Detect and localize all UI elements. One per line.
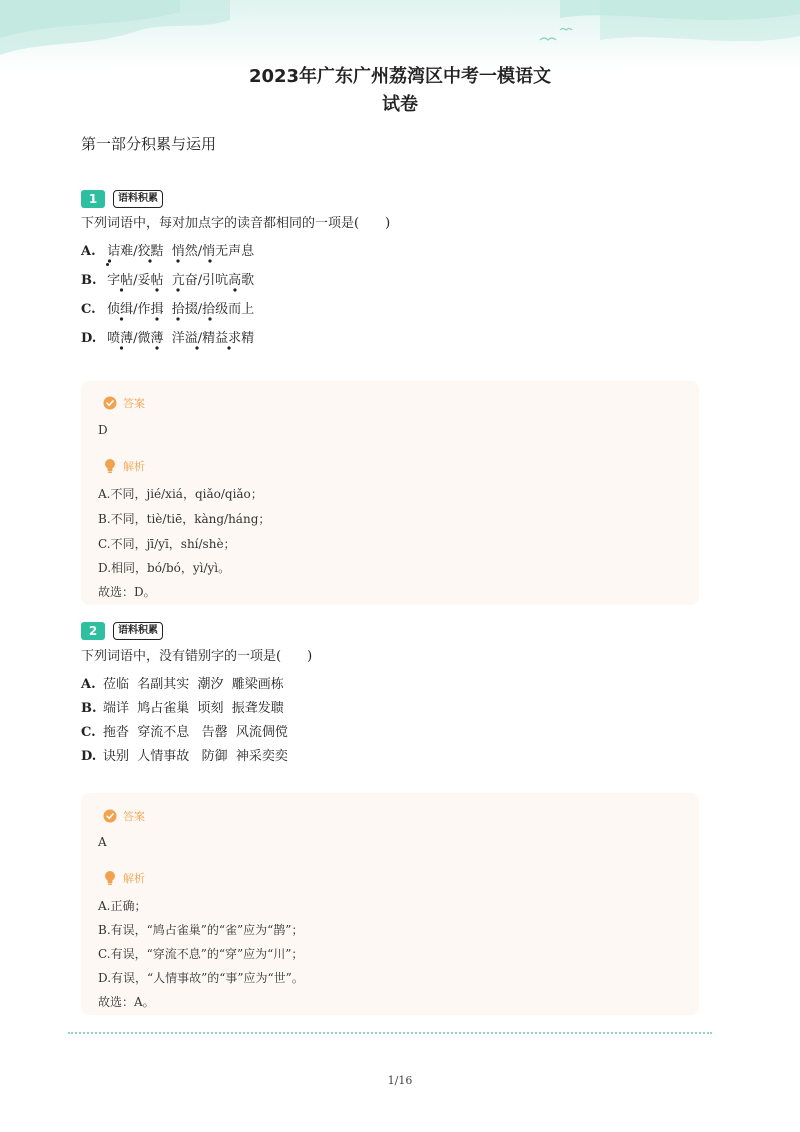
question-1-option-b: [81, 269, 254, 288]
question-1-option-a: [81, 240, 254, 259]
question-1-option-d: [81, 327, 254, 346]
analysis-line: D.相同，bó/bó，yì/yì。: [98, 561, 231, 575]
option-text: 莅临 名副其实 潮汐 雕梁画栋: [103, 677, 284, 692]
analysis-line: C.不同，jī/yī，shí/shè；: [98, 537, 236, 551]
option-letter: B.: [81, 701, 97, 716]
emphasis-dot: [120, 346, 123, 349]
lightbulb-icon: [103, 870, 117, 886]
question-1-answer-box: [81, 381, 699, 605]
section-title: 第一部分积累与运用: [81, 135, 217, 153]
answer-label: [103, 808, 145, 824]
option-word: 诘难/狡黠: [107, 244, 164, 259]
option-text: 诀别 人情事故 防御 神采奕奕: [103, 749, 288, 764]
analysis-line: B.不同，tiè/tiē，kàng/háng；: [98, 512, 271, 526]
emphasis-dot: [208, 259, 211, 262]
emphasis-dot: [155, 346, 158, 349]
option-word: 亢奋/引吭高歌: [171, 273, 255, 288]
option-letter: C.: [81, 302, 96, 317]
option-word: 洋溢/精益求精: [171, 331, 255, 346]
question-1-option-c: [81, 298, 254, 317]
question-2-stem: 下列词语中，没有错别字的一项是( ): [81, 649, 313, 664]
check-badge-icon: [103, 809, 117, 823]
question-2-option-b: [81, 697, 284, 716]
option-letter: D.: [81, 331, 97, 346]
emphasis-dot: [148, 259, 151, 262]
question-tag: 语料积累: [113, 622, 163, 640]
question-2-option-c: [81, 721, 288, 740]
emphasis-dot: [227, 346, 230, 349]
emphasis-dot: [176, 259, 179, 262]
analysis-line: D.有误，“人情事故”的“事”应为“世”。: [98, 971, 304, 985]
emphasis-dot: [155, 288, 158, 291]
option-word: 拾掇/拾级而上: [171, 302, 255, 317]
analysis-label: [103, 458, 145, 474]
footer-divider: [68, 1032, 712, 1034]
option-letter: B.: [81, 273, 97, 288]
option-text: 拖沓 穿流不息 告罄 风流倜傥: [103, 725, 288, 740]
option-word: 喷薄/微薄: [107, 331, 164, 346]
analysis-line: B.有误，“鸠占雀巢”的“雀”应为“鹊”；: [98, 923, 304, 937]
analysis-label-text: 解析: [123, 872, 145, 885]
option-text: 端详 鸠占雀巢 顷刻 振聋发聩: [103, 701, 284, 716]
emphasis-dot: [176, 288, 179, 291]
option-word: 字帖/妥帖: [107, 273, 164, 288]
analysis-line: 故选：D。: [98, 585, 156, 599]
emphasis-dot: [233, 288, 236, 291]
option-letter: A.: [81, 244, 96, 259]
answer-text: D: [98, 423, 108, 437]
answer-label-text: 答案: [123, 397, 145, 410]
answer-label: [103, 395, 145, 411]
option-letter: D.: [81, 749, 97, 764]
answer-text: A: [98, 835, 107, 849]
emphasis-dot: [108, 259, 111, 262]
analysis-label-text: 解析: [123, 460, 145, 473]
question-1-header: [81, 189, 163, 209]
option-word: 侦缉/作揖: [107, 302, 164, 317]
check-badge-icon: [103, 396, 117, 410]
question-2-answer-box: [81, 793, 699, 1015]
document-title-line2: 试卷: [382, 94, 418, 115]
header-banner: [0, 0, 800, 70]
document-title: 2023年广东广州荔湾区中考一模语文: [248, 66, 552, 87]
emphasis-dot: [195, 346, 198, 349]
analysis-line: C.有误，“穿流不息”的“穿”应为“川”；: [98, 947, 304, 961]
emphasis-dot: [176, 317, 179, 320]
option-letter: A.: [81, 677, 96, 692]
analysis-line: A.不同，jié/xiá，qiǎo/qiǎo；: [98, 487, 263, 501]
question-number: 2: [81, 622, 105, 640]
emphasis-dot: [120, 288, 123, 291]
question-number: 1: [81, 190, 105, 208]
answer-label-text: 答案: [123, 810, 145, 823]
analysis-label: [103, 870, 145, 886]
analysis-line: 故选：A。: [98, 995, 155, 1009]
question-2-option-a: [81, 673, 284, 692]
question-2-header: [81, 621, 163, 641]
page-number: 1/16: [387, 1074, 413, 1087]
emphasis-dot: [155, 317, 158, 320]
lightbulb-icon: [103, 458, 117, 474]
option-letter: C.: [81, 725, 96, 740]
question-2-option-d: [81, 745, 288, 764]
question-1-stem: 下列词语中，每对加点字的读音都相同的一项是( ): [81, 216, 391, 231]
analysis-line: A.正确；: [98, 899, 147, 913]
emphasis-dot: [208, 317, 211, 320]
emphasis-dot: [120, 317, 123, 320]
option-word: 悄然/悄无声息: [171, 244, 255, 259]
question-tag: 语料积累: [113, 190, 163, 208]
